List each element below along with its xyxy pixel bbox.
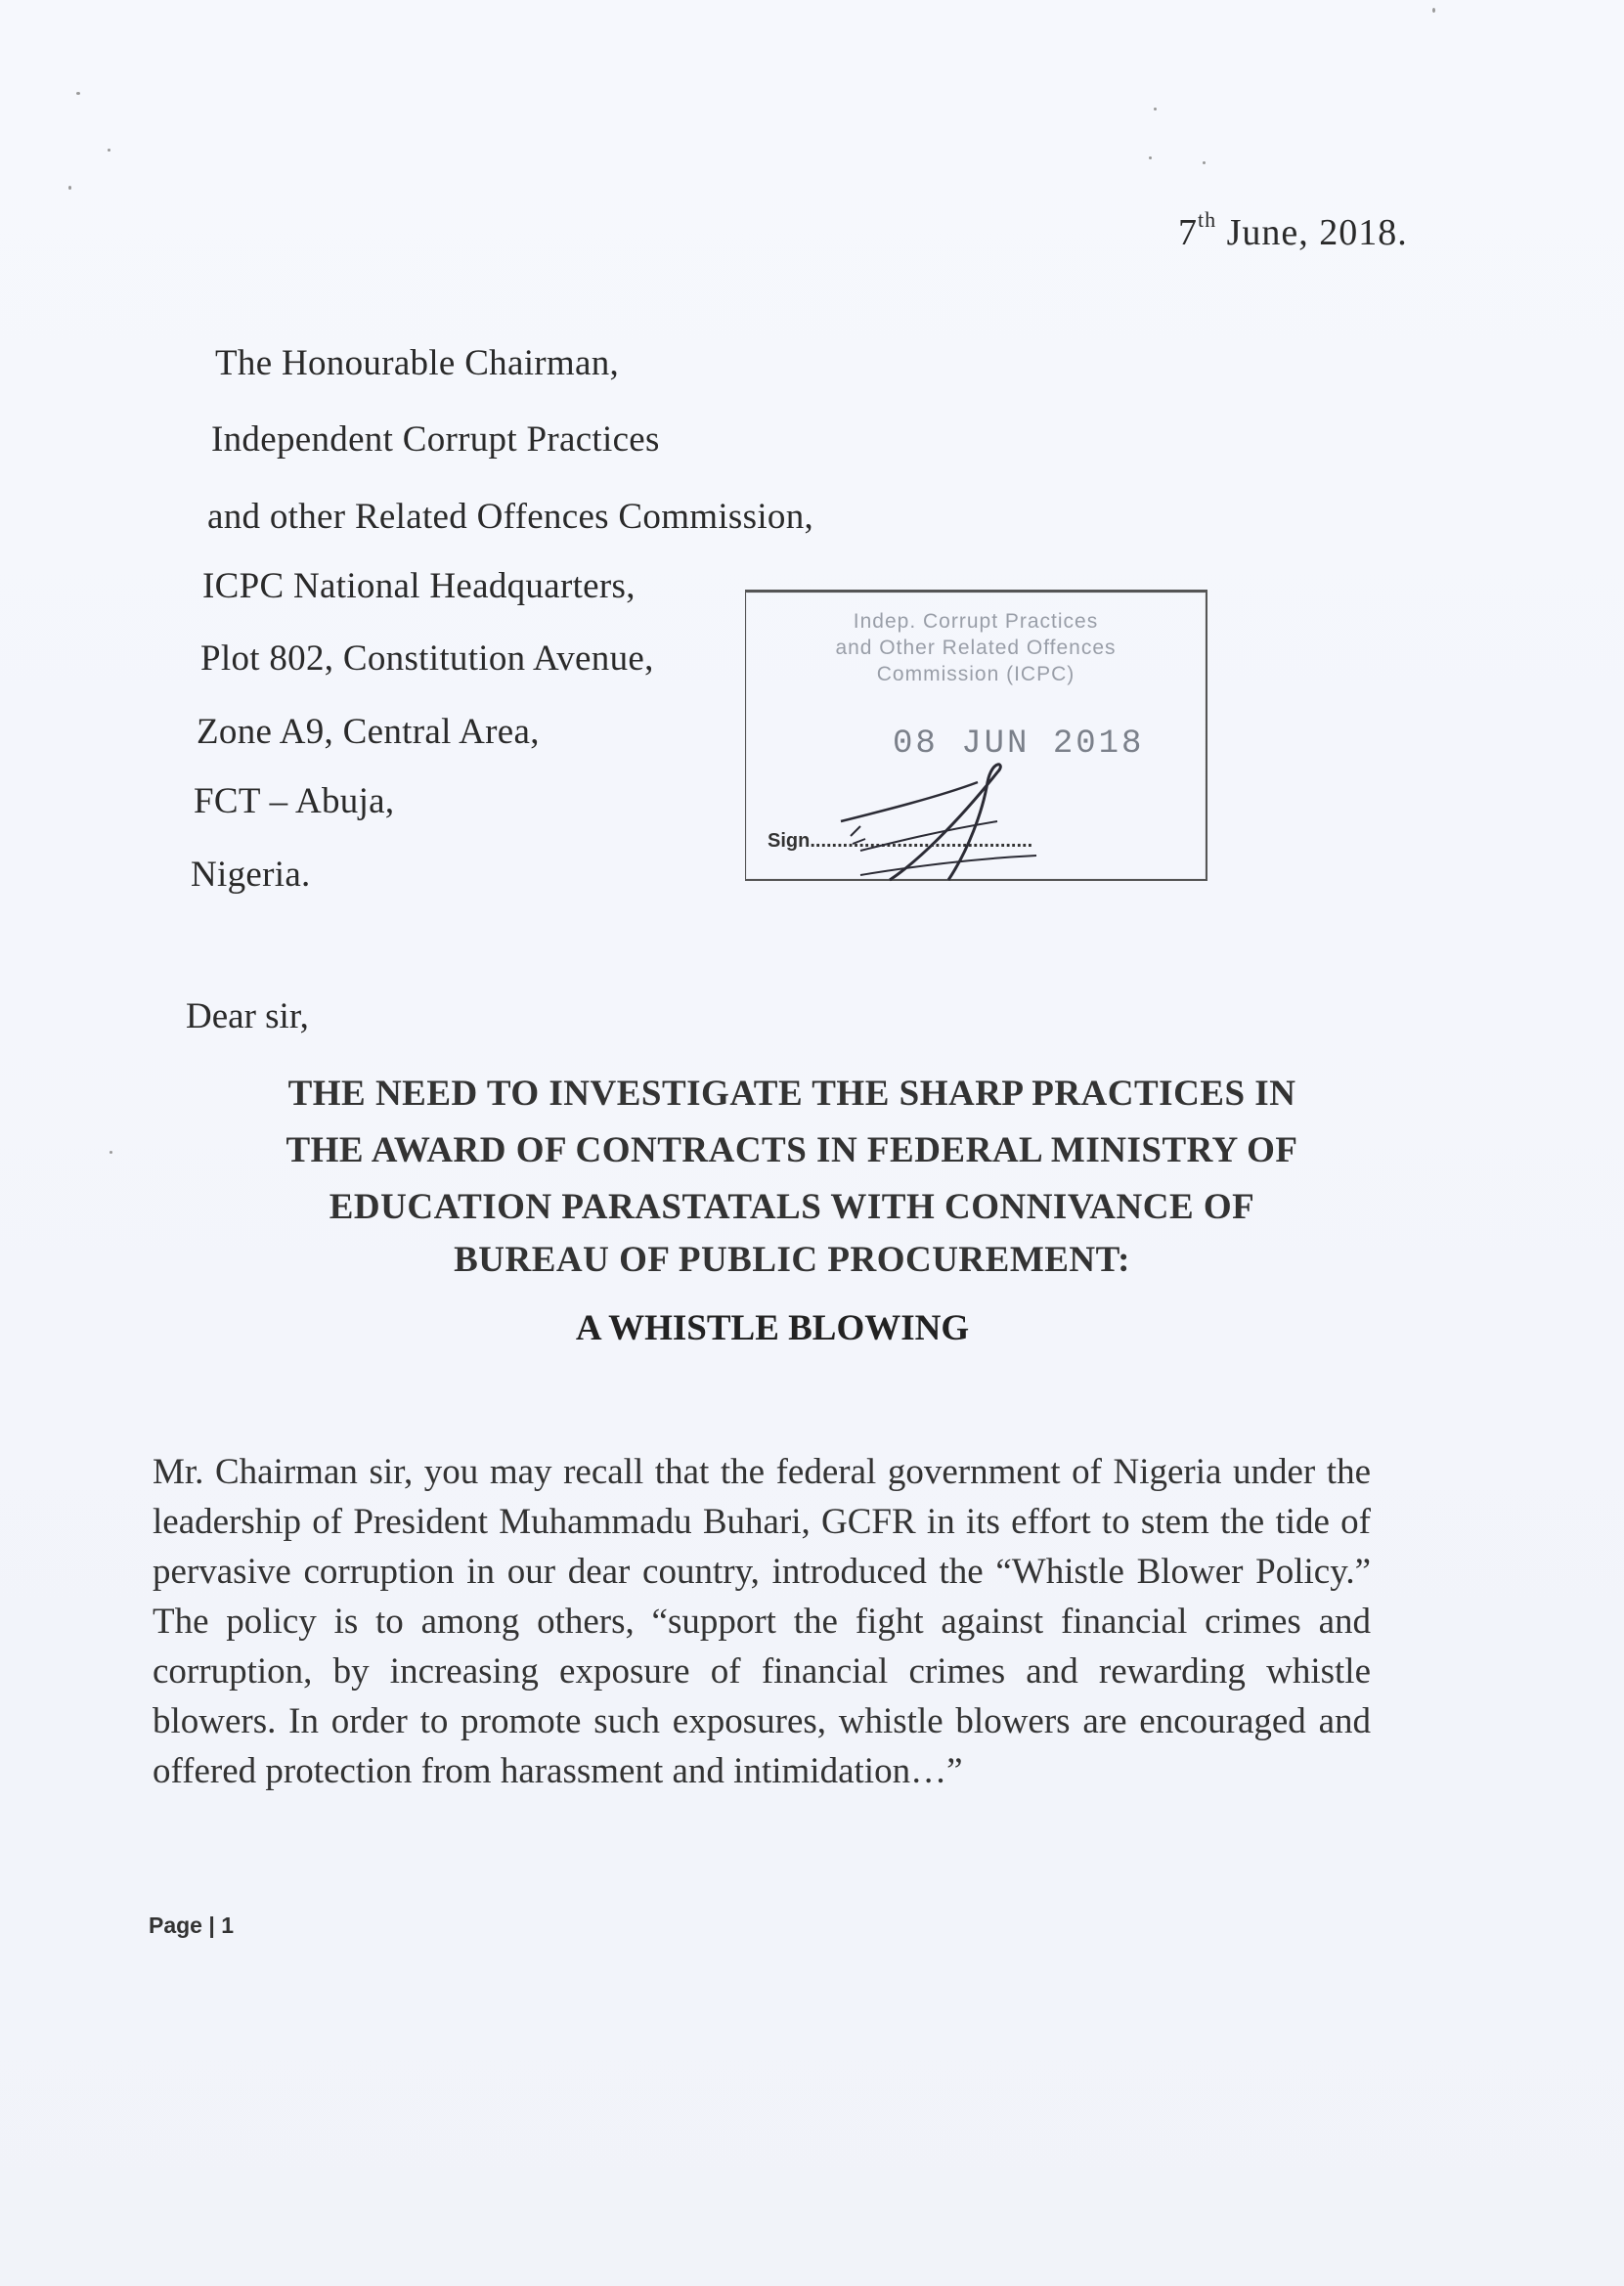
handwritten-signature [802,743,1095,890]
title-line-4: BUREAU OF PUBLIC PROCUREMENT: [454,1240,1130,1280]
address-line-5: Plot 802, Constitution Avenue, [200,638,654,679]
scan-speck [108,149,110,152]
letter-date [1178,207,1408,254]
title-line-3: EDUCATION PARASTATALS WITH CONNIVANCE OF [329,1187,1255,1227]
address-line-1: The Honourable Chairman, [215,343,620,383]
address-line-8: Nigeria. [191,855,311,895]
stamp-line-1: Indep. Corrupt Practices [853,610,1099,633]
subtitle: A WHISTLE BLOWING [575,1308,970,1348]
title-line-2: THE AWARD OF CONTRACTS IN FEDERAL MINISTRY OF [285,1130,1298,1170]
stamp-sign-label: Sign......................................... [768,830,1033,852]
stamp-date: 08 JUN 2018 [893,725,1145,763]
address-line-4: ICPC National Headquarters, [202,566,636,606]
scan-speck [1149,156,1152,159]
scan-speck [1154,108,1157,110]
date-rest: June, 2018. [1216,212,1408,253]
body-paragraph: Mr. Chairman sir, you may recall that the federal government of Nigeria under the leadership of President Muhammadu Buhari, GCFR in its effort to stem the tide of pervasive corruption in our dear country, introduced the “Whistle Blower Policy.” The policy is to among others, “support the fight against financial crimes and corruption, by increasing exposure of financial crimes and rewarding whistle blowers. In order to promote such exposures, whistle blowers are encouraged and offered protection from harassment and intimidation…” [153,1452,1371,1791]
address-line-2: Independent Corrupt Practices [211,419,660,460]
address-line-6: Zone A9, Central Area, [197,712,540,752]
date-day: 7 [1178,212,1198,253]
scan-speck [1432,8,1435,13]
scan-speck [68,186,71,190]
address-line-7: FCT – Abuja, [194,781,395,821]
scan-speck [110,1151,112,1154]
salutation: Dear sir, [186,996,309,1036]
date-suffix: th [1198,207,1217,232]
stamp-line-2: and Other Related Offences [835,637,1117,659]
title-line-1: THE NEED TO INVESTIGATE THE SHARP PRACTICES IN [287,1074,1296,1114]
stamp-line-3: Commission (ICPC) [876,663,1075,685]
scan-speck [1203,161,1206,164]
address-line-3: and other Related Offences Commission, [207,497,814,537]
page-number-footer: Page | 1 [149,1912,234,1938]
scan-speck [76,92,80,95]
